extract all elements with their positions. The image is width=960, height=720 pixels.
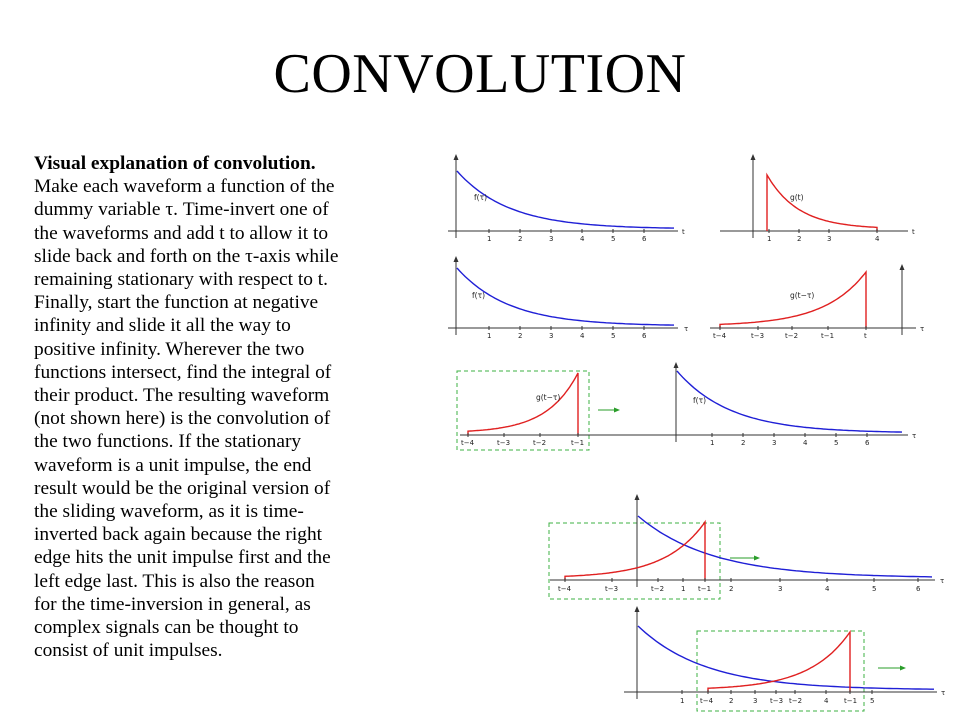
y-axis-arrow xyxy=(900,264,905,270)
tick-label: t−1 xyxy=(698,585,712,593)
function-label: f(τ) xyxy=(474,193,488,202)
slide-arrow xyxy=(878,666,906,671)
slide-arrow xyxy=(730,556,760,561)
slide-title: CONVOLUTION xyxy=(273,43,687,105)
g-function-label: g(t−τ) xyxy=(536,393,561,402)
tick-label: 2 xyxy=(797,235,802,243)
tick-label: t−2 xyxy=(533,439,547,447)
explanation-line: positive infinity. Wherever the two xyxy=(34,338,305,360)
y-axis-arrow xyxy=(751,154,756,160)
tick-label: 4 xyxy=(824,697,829,705)
tick-label: 4 xyxy=(580,332,585,340)
plot-f-of-tau xyxy=(440,252,700,347)
tick-label: t−3 xyxy=(497,439,511,447)
tick-label: 6 xyxy=(642,332,647,340)
plot-sliding-further xyxy=(600,604,960,716)
explanation-line: Make each waveform a function of the xyxy=(34,176,335,198)
f-curve xyxy=(677,371,902,432)
tick-label: 1 xyxy=(487,332,492,340)
explanation-line: (not shown here) is the convolution of xyxy=(34,408,331,430)
y-axis-arrow xyxy=(454,154,459,160)
tick-label: t−1 xyxy=(571,439,585,447)
tick-label: t−3 xyxy=(605,585,619,593)
tick-label: 3 xyxy=(778,585,783,593)
tick-label: 5 xyxy=(611,332,616,340)
explanation-line: the two functions. If the stationary xyxy=(34,431,302,453)
f-curve xyxy=(457,171,674,228)
explanation-line: infinity and slide it all the way to xyxy=(34,315,291,337)
slide-arrow xyxy=(598,408,620,413)
y-axis-arrow xyxy=(635,494,640,500)
g-reversed-curve xyxy=(468,373,578,435)
tick-label: 6 xyxy=(642,235,647,243)
plot-g-of-t-minus-tau xyxy=(706,258,960,350)
tick-label: t−1 xyxy=(821,332,835,340)
tick-label: 3 xyxy=(772,439,777,447)
tick-label: t xyxy=(864,332,867,340)
plot-sliding-start xyxy=(450,360,940,455)
tick-label: 6 xyxy=(865,439,870,447)
g-reversed-curve xyxy=(720,272,866,328)
tick-label: 4 xyxy=(803,439,808,447)
tick-label: t−4 xyxy=(558,585,572,593)
tick-label: 3 xyxy=(549,332,554,340)
tick-label: t−3 xyxy=(751,332,765,340)
tick-label: 5 xyxy=(834,439,839,447)
tick-label: t−2 xyxy=(789,697,803,705)
function-label: g(t) xyxy=(790,193,804,202)
tick-label: 2 xyxy=(518,235,523,243)
tick-label: t−2 xyxy=(785,332,799,340)
explanation-line: complex signals can be thought to xyxy=(34,617,299,639)
explanation-line: the waveforms and add t to allow it to xyxy=(34,222,329,244)
function-label: f(τ) xyxy=(472,291,486,300)
tick-label: 5 xyxy=(870,697,875,705)
plot-sliding-overlap xyxy=(540,492,960,604)
tick-label: 3 xyxy=(827,235,832,243)
explanation-line: result would be the original version of xyxy=(34,477,331,499)
axis-label: τ xyxy=(684,325,689,333)
explanation-line: for the time-inversion in general, as xyxy=(34,593,311,615)
tick-label: t−2 xyxy=(651,585,665,593)
explanation-line: Finally, start the function at negative xyxy=(34,292,319,314)
tick-label: t−3 xyxy=(770,697,784,705)
tick-label: 1 xyxy=(710,439,715,447)
explanation-line: functions intersect, find the integral of xyxy=(34,361,332,383)
explanation-text xyxy=(34,152,424,662)
tick-label: 4 xyxy=(825,585,830,593)
explanation-line: slide back and forth on the τ-axis while xyxy=(34,245,339,267)
explanation-line: dummy variable τ. Time-invert one of xyxy=(34,199,329,221)
f-curve xyxy=(638,626,934,689)
tick-label: 1 xyxy=(767,235,772,243)
tick-label: 3 xyxy=(549,235,554,243)
sliding-window-box xyxy=(457,371,589,450)
tick-label: 6 xyxy=(916,585,921,593)
y-axis-arrow xyxy=(674,362,679,368)
tick-label: 2 xyxy=(518,332,523,340)
f-curve xyxy=(457,268,674,325)
explanation-line: left edge last. This is also the reason xyxy=(34,570,315,592)
function-label: g(t−τ) xyxy=(790,291,815,300)
tick-label: 1 xyxy=(487,235,492,243)
tick-label: 4 xyxy=(580,235,585,243)
tick-label: t−4 xyxy=(713,332,727,340)
axis-label: t xyxy=(682,228,685,236)
explanation-line: their product. The resulting waveform xyxy=(34,385,330,407)
tick-label: 1 xyxy=(680,697,685,705)
g-reversed-curve xyxy=(565,522,705,580)
explanation-lead: Visual explanation of convolution. xyxy=(34,153,316,174)
axis-label: t xyxy=(912,228,915,236)
tick-label: t−4 xyxy=(700,697,714,705)
axis-label: τ xyxy=(912,432,917,440)
tick-label: 2 xyxy=(741,439,746,447)
explanation-line: inverted back again because the right xyxy=(34,524,323,546)
f-function-label: f(τ) xyxy=(693,396,707,405)
explanation-line: consist of unit impulses. xyxy=(34,640,223,662)
tick-label: 3 xyxy=(753,697,758,705)
axis-label: τ xyxy=(941,689,946,697)
explanation-line: waveform is a unit impulse, the end xyxy=(34,454,312,476)
g-reversed-curve xyxy=(708,632,850,692)
axis-label: τ xyxy=(940,577,945,585)
plot-g-of-t xyxy=(712,150,960,250)
y-axis-arrow xyxy=(635,606,640,612)
explanation-line: the sliding waveform, as it is time- xyxy=(34,501,304,523)
tick-label: 1 xyxy=(681,585,686,593)
tick-label: t−1 xyxy=(844,697,858,705)
tick-label: 2 xyxy=(729,697,734,705)
explanation-line: remaining stationary with respect to t. xyxy=(34,269,329,291)
explanation-line: edge hits the unit impulse first and the xyxy=(34,547,331,569)
axis-label: τ xyxy=(920,325,925,333)
plot-f-of-t xyxy=(440,150,700,250)
tick-label: 4 xyxy=(875,235,880,243)
tick-label: t−4 xyxy=(461,439,475,447)
tick-label: 2 xyxy=(729,585,734,593)
tick-label: 5 xyxy=(611,235,616,243)
g-curve xyxy=(767,175,877,231)
tick-label: 5 xyxy=(872,585,877,593)
y-axis-arrow xyxy=(454,256,459,262)
